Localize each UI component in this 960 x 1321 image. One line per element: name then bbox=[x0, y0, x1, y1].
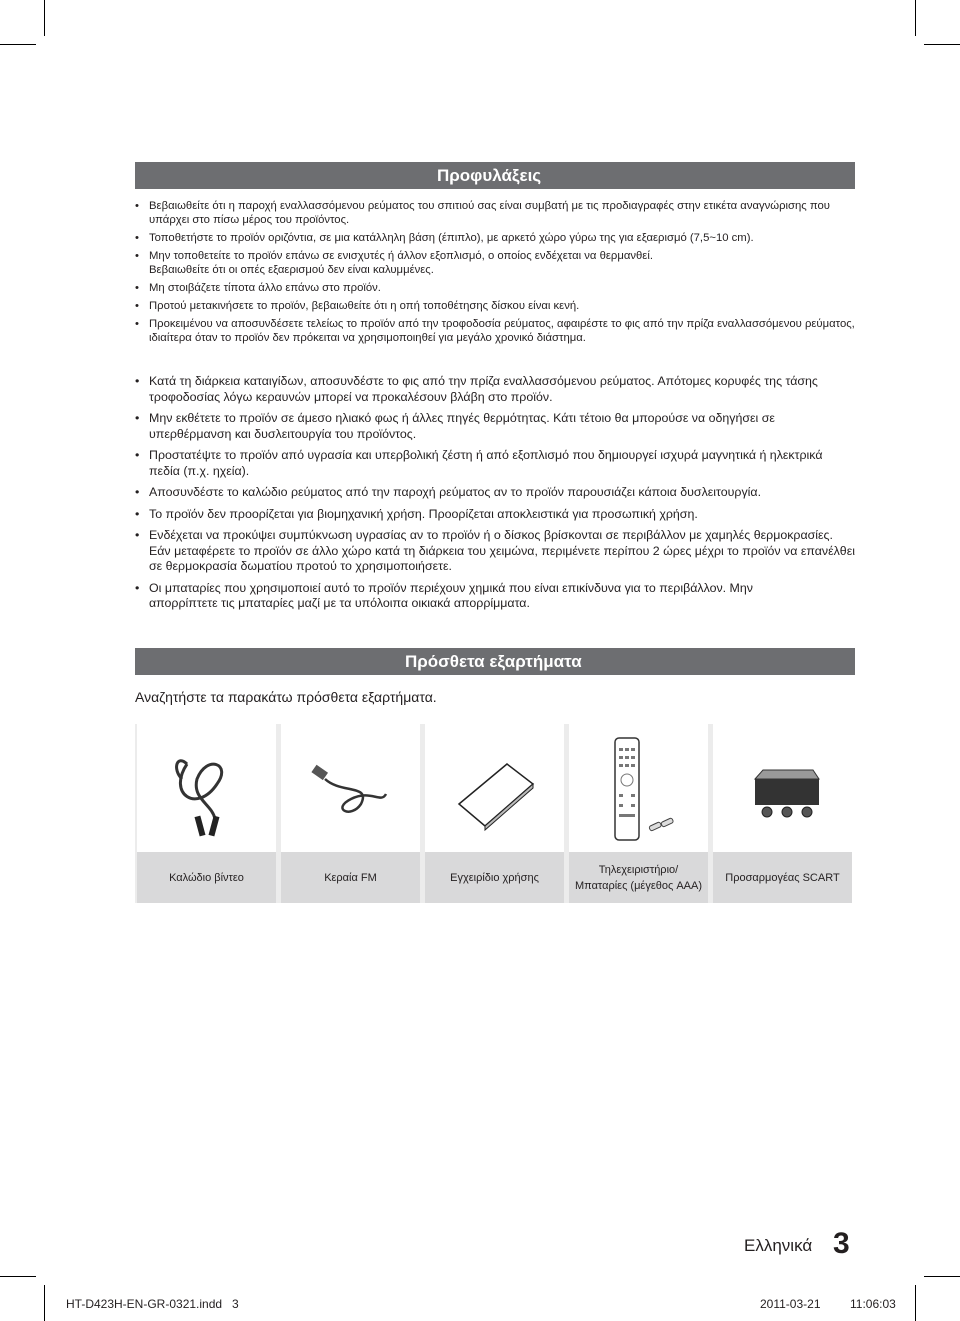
precautions-heading-text: Προφυλάξεις bbox=[437, 166, 542, 185]
list-item: • Το προϊόν δεν προορίζεται για βιομηχανική χρήση. Προορίζεται αποκλειστικά για προσωπική χρήση. bbox=[135, 507, 855, 523]
fm-antenna-icon bbox=[281, 724, 420, 852]
accessory-label: Τηλεχειριστήριο/Μπαταρίες (μέγεθος AAA) bbox=[569, 852, 708, 903]
list-item: • Προτού μετακινήσετε το προϊόν, βεβαιωθείτε ότι η οπή τοποθέτησης δίσκου είναι κενή. bbox=[135, 299, 855, 313]
crop-mark bbox=[924, 1276, 960, 1277]
list-item: • Οι μπαταρίες που χρησιμοποιεί αυτό το προϊόν περιέχουν χημικά που είναι επικίνδυνα για το περιβάλλον. Μην απορρίπτετε τις μπαταρίες μαζί με τα υπόλοιπα οικιακά απορρίμματα. bbox=[135, 581, 769, 612]
list-item: • Αποσυνδέστε το καλώδιο ρεύματος από την παροχή ρεύματος αν το προϊόν παρουσιάζει κάποια δυσλειτουργία. bbox=[135, 485, 855, 501]
list-item: • Βεβαιωθείτε ότι η παροχή εναλλασσόμενου ρεύματος του σπιτιού σας είναι συμβατή με τις προδιαγραφές στην ετικέτα αναγνώρισης που υπάρχει στο πίσω μέρος του προϊόντος. bbox=[135, 199, 855, 227]
list-item: • Προκειμένου να αποσυνδέσετε τελείως το προϊόν από την τροφοδοσία ρεύματος, αφαιρέστε το φις από την πρίζα εναλλασσόμενου ρεύματος, ιδιαίτερα όταν το προϊόν δεν πρόκειται να χρησιμοποιηθεί για μεγάλο χρονικό διάστημα. bbox=[135, 317, 855, 345]
list-item: • Τοποθετήστε το προϊόν οριζόντια, σε μια κατάλληλη βάση (έπιπλο), με αρκετό χώρο γύρω της για εξαερισμό (7,5~10 cm). bbox=[135, 231, 855, 245]
video-cable-icon bbox=[137, 724, 276, 852]
list-item: • Μην τοποθετείτε το προϊόν επάνω σε ενισχυτές ή άλλον εξοπλισμό, ο οποίος ενδέχεται να θερμανθεί. Βεβαιωθείτε ότι οι οπές εξαερισμού δεν είναι καλυμμένες. bbox=[135, 249, 709, 277]
list-item: • Μην εκθέτετε το προϊόν σε άμεσο ηλιακό φως ή άλλες πηγές θερμότητας. Κάτι τέτοιο θα μπορούσε να οδηγήσει σε υπερθέρμανση και δυσλειτουργία του προϊόντος. bbox=[135, 411, 855, 442]
footer-time: 11:06:03 bbox=[850, 1297, 896, 1311]
list-item: • Μη στοιβάζετε τίποτα άλλο επάνω στο προϊόν. bbox=[135, 281, 855, 295]
crop-mark bbox=[44, 0, 45, 36]
footer-date: 2011-03-21 bbox=[760, 1297, 821, 1311]
accessories-intro: Αναζητήστε τα παρακάτω πρόσθετα εξαρτήματα. bbox=[135, 689, 437, 705]
precautions-list-large bbox=[135, 374, 855, 618]
accessories-heading-text: Πρόσθετα εξαρτήματα bbox=[405, 652, 582, 671]
crop-mark bbox=[915, 1285, 916, 1321]
remote-control-icon bbox=[569, 724, 708, 852]
user-manual-icon bbox=[425, 724, 564, 852]
precautions-heading bbox=[135, 162, 855, 189]
accessory-label: Καλώδιο βίντεο bbox=[137, 852, 276, 903]
accessory-label: Κεραία FM bbox=[281, 852, 420, 903]
list-item: • Ενδέχεται να προκύψει συμπύκνωση υγρασίας αν το προϊόν ή ο δίσκος βρίσκονται σε περιβάλλον με χαμηλές θερμοκρασίες. Εάν μεταφέρετε το προϊόν σε άλλο χώρο κατά τη διάρκεια του χειμώνα, περιμένετε περίπου 2 ώρες μέχρι το προϊόν να επανέλθει σε θερμοκρασία δωματίου προτού το χρησιμοποιήσετε. bbox=[135, 528, 855, 575]
accessories-heading bbox=[135, 648, 855, 675]
accessory-label: Εγχειρίδιο χρήσης bbox=[425, 852, 564, 903]
page-number: 3 bbox=[833, 1227, 850, 1260]
crop-mark bbox=[44, 1285, 45, 1321]
crop-mark bbox=[915, 0, 916, 36]
list-item: • Προστατέψτε το προϊόν από υγρασία και υπερβολική ζέστη ή από εξοπλισμό που δημιουργεί ισχυρά μαγνητικά ή ηλεκτρικά πεδία (π.χ. ηχεία). bbox=[135, 448, 855, 479]
accessory-label: Προσαρμογέας SCART bbox=[713, 852, 852, 903]
list-item: • Κατά τη διάρκεια καταιγίδων, αποσυνδέστε το φις από την πρίζα εναλλασσόμενου ρεύματος. Απότομες κορυφές της τάσης τροφοδοσίας λόγω κεραυνών μπορεί να προκαλέσουν βλάβη στο προϊόν. bbox=[135, 374, 855, 405]
page-language: Ελληνικά bbox=[744, 1236, 813, 1255]
precautions-list-small bbox=[135, 199, 855, 349]
crop-mark bbox=[0, 1276, 36, 1277]
scart-adapter-icon bbox=[713, 724, 852, 852]
crop-mark bbox=[924, 44, 960, 45]
crop-mark bbox=[0, 44, 36, 45]
footer-file: HT-D423H-EN-GR-0321.indd 3 bbox=[66, 1297, 239, 1311]
